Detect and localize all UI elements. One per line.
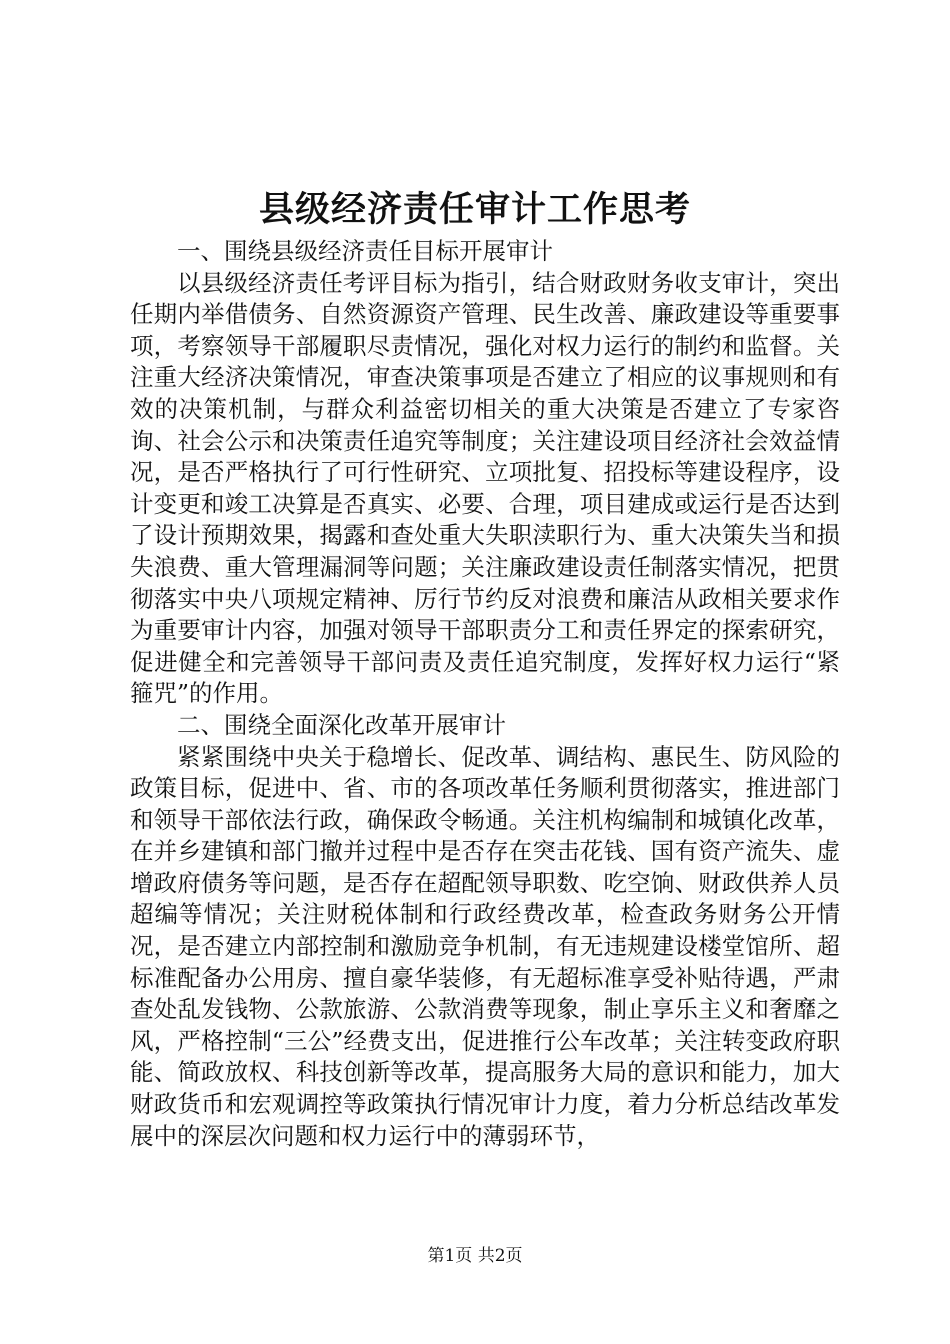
page-footer: 第1页 共2页 <box>427 1246 523 1266</box>
section-paragraph-1: 以县级经济责任考评目标为指引，结合财政财务收支审计，突出任期内举借债务、自然资源资产管理、民生改善、廉政建设等重要事项，考察领导干部履职尽责情况，强化对权力运行的制约和监督。关注重大经济决策情况，审查决策事项是否建立了相应的议事规则和有效的决策机制，与群众利益密切相关的重大决策是否建立了专家咨询、社会公示和决策责任追究等制度；关注建设项目经济社会效益情况，是否严格执行了可行性研究、立项批复、招投标等建设程序，设计变更和竣工决算是否真实、必要、合理，项目建成或运行是否达到了设计预期效果，揭露和查处重大失职渎职行为、重大决策失当和损失浪费、重大管理漏洞等问题；关注廉政建设责任制落实情况，把贯彻落实中央八项规定精神、厉行节约反对浪费和廉洁从政相关要求作为重要审计内容，加强对领导干部职责分工和责任界定的探索研究，促进健全和完善领导干部问责及责任追究制度，发挥好权力运行“紧箍咒”的作用。 <box>130 268 840 708</box>
section-paragraph-2: 紧紧围绕中央关于稳增长、促改革、调结构、惠民生、防风险的政策目标，促进中、省、市的各项改革任务顺利贯彻落实，推进部门和领导干部依法行政，确保政令畅通。关注机构编制和城镇化改革，在并乡建镇和部门撤并过程中是否存在突击花钱、国有资产流失、虚增政府债务等问题，是否存在超配领导职数、吃空饷、财政供养人员超编等情况；关注财税体制和行政经费改革，检查政务财务公开情况，是否建立内部控制和激励竞争机制，有无违规建设楼堂馆所、超标准配备办公用房、擅自豪华装修，有无超标准享受补贴待遇，严肃查处乱发钱物、公款旅游、公款消费等现象，制止享乐主义和奢靡之风，严格控制“三公”经费支出，促进推行公车改革；关注转变政府职能、简政放权、科技创新等改革，提高服务大局的意识和能力，加大财政货币和宏观调控等政策执行情况审计力度，着力分析总结改革发展中的深层次问题和权力运行中的薄弱环节， <box>130 742 840 1150</box>
document-title: 县级经济责任审计工作思考 <box>258 189 691 230</box>
section-heading-2: 二、围绕全面深化改革开展审计 <box>177 710 506 739</box>
document-body <box>130 236 840 1152</box>
section-heading-1: 一、围绕县级经济责任目标开展审计 <box>177 237 553 265</box>
